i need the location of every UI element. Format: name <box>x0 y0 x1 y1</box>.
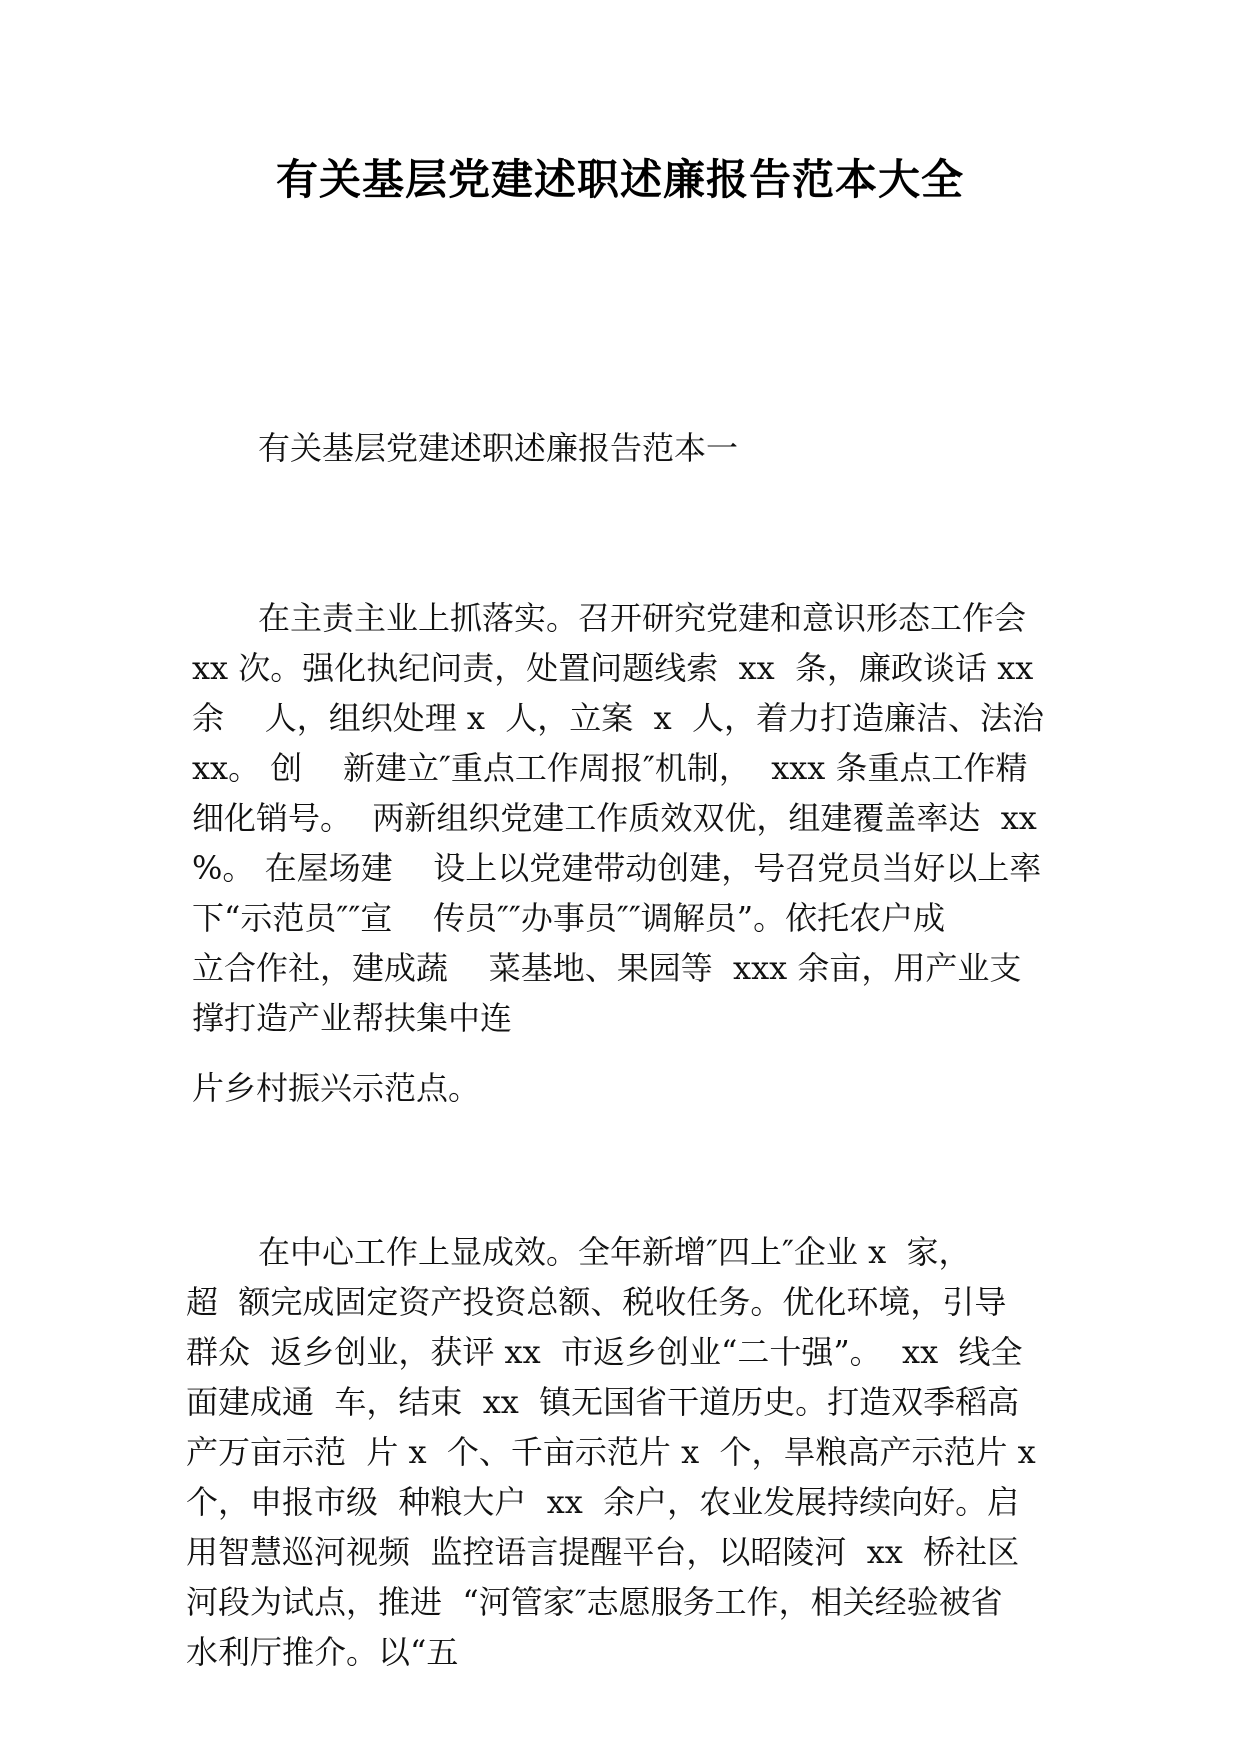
paragraph-2-line: 面建成通 车，结束 xx 镇无国省干道历史。打造双季稻高 <box>186 1383 1020 1421</box>
paragraph-1-line: %。 在屋场建 设上以党建带动创建，号召党员当好以上率 <box>192 849 1042 887</box>
paragraph-2-line: 产万亩示范 片 x 个、千亩示范片 x 个，旱粮高产示范片 x <box>186 1433 1036 1471</box>
paragraph-1-tail: 片乡村振兴示范点。 <box>192 1069 481 1107</box>
paragraph-1-line: 撑打造产业帮扶集中连 <box>192 999 513 1037</box>
paragraph-1-line: xx。 创 新建立″重点工作周报″机制， xxx 条重点工作精 <box>192 749 1028 787</box>
paragraph-1-line: 余 人，组织处理 x 人，立案 x 人，着力打造廉洁、法治 <box>192 699 1044 737</box>
paragraph-2-line: 超 额完成固定资产投资总额、税收任务。优化环境，引导 <box>186 1283 1007 1321</box>
paragraph-2-line: 用智慧巡河视频 监控语言提醒平台，以昭陵河 xx 桥社区 <box>186 1533 1020 1571</box>
paragraph-1-line: xx 次。强化执纪问责，处置问题线索 xx 条，廉政谈话 xx <box>192 649 1034 687</box>
paragraph-1-line: 在主责主业上抓落实。召开研究党建和意识形态工作会 <box>258 599 1027 637</box>
paragraph-1-line: 下“示范员″″宣 传员″″办事员″″调解员”。依托农户成 <box>192 899 946 937</box>
paragraph-2-line: 水利厅推介。以“五 <box>186 1633 459 1671</box>
paragraph-2-line: 个，申报市级 种粮大户 xx 余户，农业发展持续向好。启 <box>186 1483 1020 1521</box>
paragraph-1-line: 细化销号。 两新组织党建工作质效双优，组建覆盖率达 xx <box>192 799 1037 837</box>
section-heading: 有关基层党建述职述廉报告范本一 <box>258 429 739 467</box>
paragraph-2-line: 在中心工作上显成效。全年新增″四上″企业 x 家， <box>258 1233 971 1271</box>
paragraph-2-line: 群众 返乡创业，获评 xx 市返乡创业“二十强”。 xx 线全 <box>186 1333 1023 1371</box>
paragraph-1-line: 立合作社，建成蔬 菜基地、果园等 xxx 余亩，用产业支 <box>192 949 1022 987</box>
paragraph-2-line: 河段为试点，推进 “河管家″志愿服务工作，相关经验被省 <box>186 1583 1003 1621</box>
document-title: 有关基层党建述职述廉报告范本大全 <box>275 155 964 204</box>
